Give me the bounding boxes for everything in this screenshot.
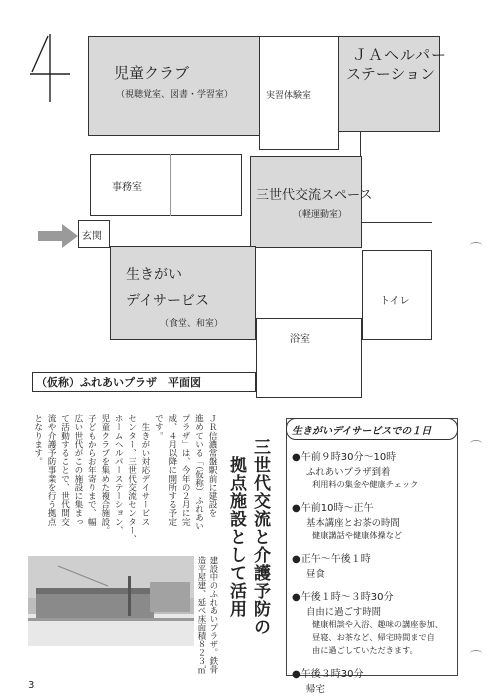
headline-line1: 三世代交流と介護予防の bbox=[250, 438, 270, 636]
schedule-time bbox=[292, 448, 396, 463]
article-column: ホームヘルパーステーション、 bbox=[113, 414, 124, 535]
schedule-detail: 健康相談や入浴、趣味の講座参加、 bbox=[312, 619, 444, 629]
schedule-time-label: 午後１時〜３時30分 bbox=[300, 592, 394, 603]
article-column: 進めている「（仮称）ふれあい bbox=[193, 414, 204, 531]
schedule-time bbox=[292, 499, 373, 514]
section-number-icon bbox=[28, 32, 72, 104]
schedule-time-label: 午前10時〜正午 bbox=[300, 503, 374, 514]
bullet-icon: ● bbox=[292, 592, 301, 603]
article-column: プラザ」は、今年の２月に完 bbox=[180, 414, 191, 526]
bullet-icon: ● bbox=[292, 452, 301, 463]
room-jisshu-label: 実習体験室 bbox=[266, 91, 312, 101]
entrance-arrow-icon bbox=[38, 224, 78, 248]
schedule-time bbox=[292, 588, 393, 603]
room-sansedai-title: 三世代交流スペース bbox=[256, 188, 373, 203]
corridor-wall bbox=[360, 222, 432, 223]
schedule-title: 生きがいデイサービスでの１日 bbox=[292, 426, 432, 437]
room-jimushitsu-label: 事務室 bbox=[112, 182, 142, 193]
room-jido-club bbox=[88, 36, 260, 136]
schedule-time-label: 午後３時30分 bbox=[300, 669, 364, 680]
room-jido-club-title: 児童クラブ bbox=[114, 64, 190, 82]
article-column: 流や介護予防事業を行う拠点 bbox=[46, 414, 57, 526]
article-column: 生きがい対応デイサービス bbox=[139, 414, 150, 526]
room-genkan-label: 玄関 bbox=[82, 231, 102, 242]
photo-caption-line2: 造平屋建、延べ床面積８２３㎡ bbox=[197, 556, 207, 674]
schedule-time-label: 正午〜午後１時 bbox=[300, 554, 371, 565]
article-column: ＪＲ信濃常盤駅前に建設を bbox=[207, 414, 217, 518]
schedule-activity: 自由に過ごす時間 bbox=[306, 607, 382, 618]
schedule-activity: 昼食 bbox=[306, 569, 325, 580]
room-ikigai-line1: 生きがい bbox=[126, 267, 182, 283]
article-body bbox=[28, 414, 218, 544]
bullet-icon: ● bbox=[292, 503, 301, 514]
margin-mark bbox=[470, 650, 482, 657]
room-jido-club-sub: （視聴覚室、図書・学習室） bbox=[116, 90, 234, 100]
article-column: センター、三世代交流センター、 bbox=[126, 414, 137, 543]
room-ikigai-sub: （食堂、和室） bbox=[160, 319, 224, 329]
article-columns bbox=[30, 414, 218, 544]
schedule-time bbox=[292, 550, 371, 565]
room-ja-helper-line2: ステーション bbox=[346, 65, 436, 83]
room-ja-helper-line1: ＪＡヘルパー bbox=[352, 46, 447, 64]
schedule-activity: ふれあいプラザ到着 bbox=[306, 467, 391, 478]
construction-photo bbox=[28, 556, 194, 646]
room-ikigai-line2: デイサービス bbox=[126, 293, 210, 309]
headline-line2: 拠点施設として活用 bbox=[226, 456, 246, 618]
floorplan-caption: （仮称）ふれあいプラザ 平面図 bbox=[36, 376, 201, 389]
schedule-activity: 帰宅 bbox=[306, 684, 325, 695]
article-column: 広い世代がこの施設に集まっ bbox=[72, 414, 83, 526]
room-divider bbox=[170, 154, 171, 216]
article-column: 成、４月以降に開所する予定 bbox=[166, 414, 177, 526]
article-column: となります。 bbox=[32, 414, 43, 466]
schedule-time bbox=[292, 665, 363, 680]
article-column: て活動することで、世代間交 bbox=[59, 414, 70, 526]
bullet-icon: ● bbox=[292, 554, 301, 565]
schedule-detail: 昼寝、お茶など、帰宅時間まで自 bbox=[312, 632, 435, 642]
schedule-list bbox=[292, 448, 456, 695]
schedule-activity: 基本講座とお茶の時間 bbox=[306, 518, 400, 529]
article-column: です。 bbox=[153, 414, 164, 440]
article-column: 子どもからお年寄りまで、幅 bbox=[86, 414, 97, 526]
schedule-detail: 由に過ごしていただきます。 bbox=[312, 645, 418, 655]
article-column: 児童クラブを集めた複合施設。 bbox=[99, 414, 110, 535]
section-mark bbox=[28, 32, 72, 104]
schedule-time-label: 午前９時30分〜10時 bbox=[300, 452, 397, 463]
photo-caption-line1: 建設中のふれあいプラザ。鉄骨 bbox=[209, 556, 219, 674]
schedule-detail: 利用料の集金や健康チェック bbox=[312, 479, 419, 489]
margin-mark bbox=[470, 440, 482, 447]
room-toilet-label: トイレ bbox=[380, 296, 410, 307]
room-sansedai-sub: （軽運動室） bbox=[293, 210, 348, 220]
bullet-icon: ● bbox=[292, 669, 301, 680]
room-yokushitsu-label: 浴室 bbox=[290, 334, 310, 345]
margin-mark bbox=[470, 242, 482, 249]
page-number: 3 bbox=[28, 680, 35, 691]
schedule-detail: 健康講話や健康体操など bbox=[312, 530, 403, 540]
